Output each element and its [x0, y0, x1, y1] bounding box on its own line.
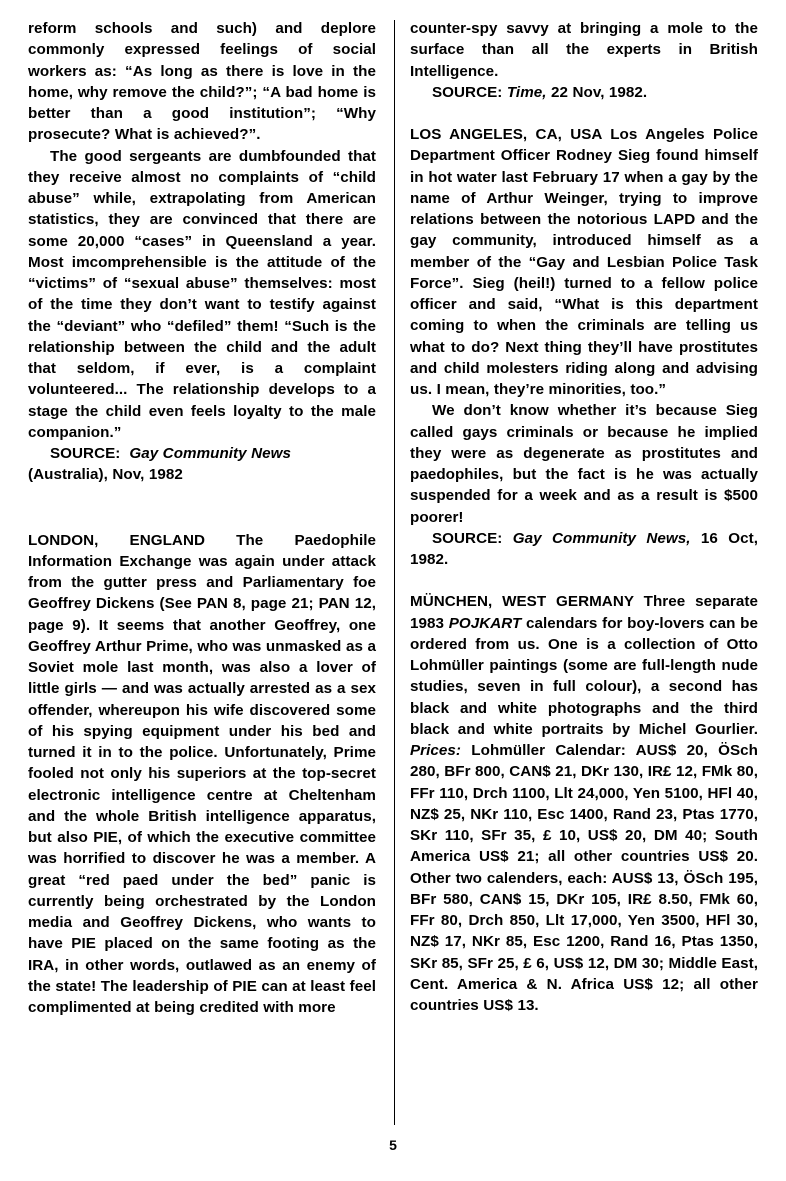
- dateline-munchen: MÜNCHEN, WEST GERMANY: [410, 593, 634, 611]
- news-item-los-angeles-body: Los Angeles Police Department Officer Rodney Sieg found himself in hot water last February 17 when a gay by the name of Arthur Weinger, trying to improve relations between the notorious LAPD and the gay community, introduced himself as a member of the “Gay and Lesbian Police Task Force”. Sieg (heil!) turned to a fellow police officer and said, “What is this department coming to when the criminals are telling us what to do? Next thing they’ll have prostitutes and child molesters riding along and advising us. I mean, they’re minorities, too.”: [410, 126, 758, 398]
- news-item-los-angeles-paragraph-2: We don’t know whether it’s because Sieg called gays criminals or because he implied they were as degenerate as prostitutes and paedophiles, but the fact is he was actually suspended for a week and as a result is $500 poorer!: [410, 402, 758, 526]
- prices-label: Prices:: [410, 742, 462, 759]
- source-detail: (Australia), Nov, 1982: [28, 466, 183, 484]
- source-line-gay-community-news-australia: [28, 443, 376, 486]
- munchen-price-list: Lohmüller Calendar: AUS$ 20, ÖSch 280, BFr 800, CAN$ 21, DKr 130, IR£ 12, FMk 80, FFr 110, Drch 1100, Llt 24,000, Yen 5100, HFl 40, NZ$ 25, NKr 110, Esc 1400, Rand 23, Ptas 1770, SKr 110, SFr 35, £ 10, US$ 20, DM 40; South America US$ 21; all other countries US$ 20. Other two calenders, each: AUS$ 13, ÖSch 195, BFr 580, CAN$ 15, DKr 105, IR£ 8.50, FMk 60, FFr 80, Drch 850, Llt 17,000, Yen 3500, HFl 30, NZ$ 17, NKr 85, Esc 1200, Rand 16, Ptas 1350, SKr 85, SFr 25, £ 6, US$ 12, DM 30; Middle East, Cent. America & N. Africa US$ 12; all other countries US$ 13.: [410, 742, 758, 1014]
- dateline-london: LONDON, ENGLAND: [28, 531, 205, 549]
- page-number: 5: [389, 1137, 397, 1153]
- source-publication-title: Gay Community News,: [512, 529, 691, 547]
- source-detail: 22 Nov, 1982.: [551, 83, 648, 101]
- source-label: SOURCE:: [432, 529, 503, 547]
- paragraph-continued-from-previous-page: reform schools and such) and deplore commonly expressed feelings of social workers as: “As long as there is love in the home, why remove the child?”; “A bad home is better than a good institution”; “Why prosecute? What is achieved?”.: [28, 20, 376, 144]
- source-line-time: [410, 82, 758, 103]
- source-label: SOURCE:: [50, 445, 121, 462]
- news-item-london-england: [28, 530, 376, 1019]
- news-item-london-body: The Paedophile Information Exchange was again under attack from the gutter press and Parliamentary foe Geoffrey Dickens (See PAN 8, page 21; PAN 12, page 9). It seems that another Geoffrey, one Geoffrey Arthur Prime, who was unmasked as a Soviet mole last month, was also a lover of little girls — and was actually arrested as a sex offender, whereupon his wife discovered some of his spying equipment under his bed and turned it in to the police. Unfortunately, Prime fooled not only his superiors at the top-secret electronic intelligence centre at Cheltenham and the whole British intelligence apparatus, but also PIE, of which the executive committee was horrified to discover he was a member. A great “red paed under the bed” panic is currently being orchestrated by the London media and Geoffrey Dickens, who wants to have PIE placed on the same footing as the IRA, in other words, outlawed as an enemy of the state! The leadership of PIE can at least feel complimented at being credited with more: [28, 531, 376, 1016]
- munchen-text-part-1: Three separate 1983: [410, 593, 758, 632]
- news-item-london-continuation: counter-spy savvy at bringing a mole to the surface than all the experts in British Intelligence.: [410, 20, 758, 80]
- source-line-gay-community-news: [410, 528, 758, 571]
- left-column: [28, 18, 376, 1018]
- news-item-munchen: [410, 591, 758, 1016]
- source-publication-title: Gay Community News: [129, 445, 291, 462]
- dateline-los-angeles: LOS ANGELES, CA, USA: [410, 126, 602, 143]
- munchen-text-part-2: calendars for boy-lovers can be ordered from us. One is a collection of Otto Lohmüller paintings (some are full-length nude studies, seven in full colour), a second has black and white photographs and the third black and white portraits by Michel Gourlier.: [410, 614, 758, 738]
- source-label: SOURCE:: [432, 83, 503, 101]
- right-column: [410, 18, 758, 1016]
- source-detail: 16 Oct, 1982.: [410, 529, 758, 568]
- news-item-los-angeles: [410, 124, 758, 400]
- paragraph-good-sergeants: The good sergeants are dumbfounded that they receive almost no complaints of “child abuse” while, extrapolating from American statistics, they are convinced that there are some 20,000 “cases” in Queensland a year. Most imcomprehensible is the attitude of the “victims” of “sexual abuse” themselves: most of the time they don’t want to testify against the “deviant” who “defiled” them! “Such is the relationship between the child and the adult that seldom, if ever, is a complaint volunteered... The relationship develops to a stage the child even feels loyalty to the male companion.”: [28, 147, 376, 441]
- column-divider-rule: [394, 20, 395, 1125]
- source-publication-title: Time,: [506, 83, 547, 101]
- calendar-title-pojkart: POJKART: [448, 614, 522, 632]
